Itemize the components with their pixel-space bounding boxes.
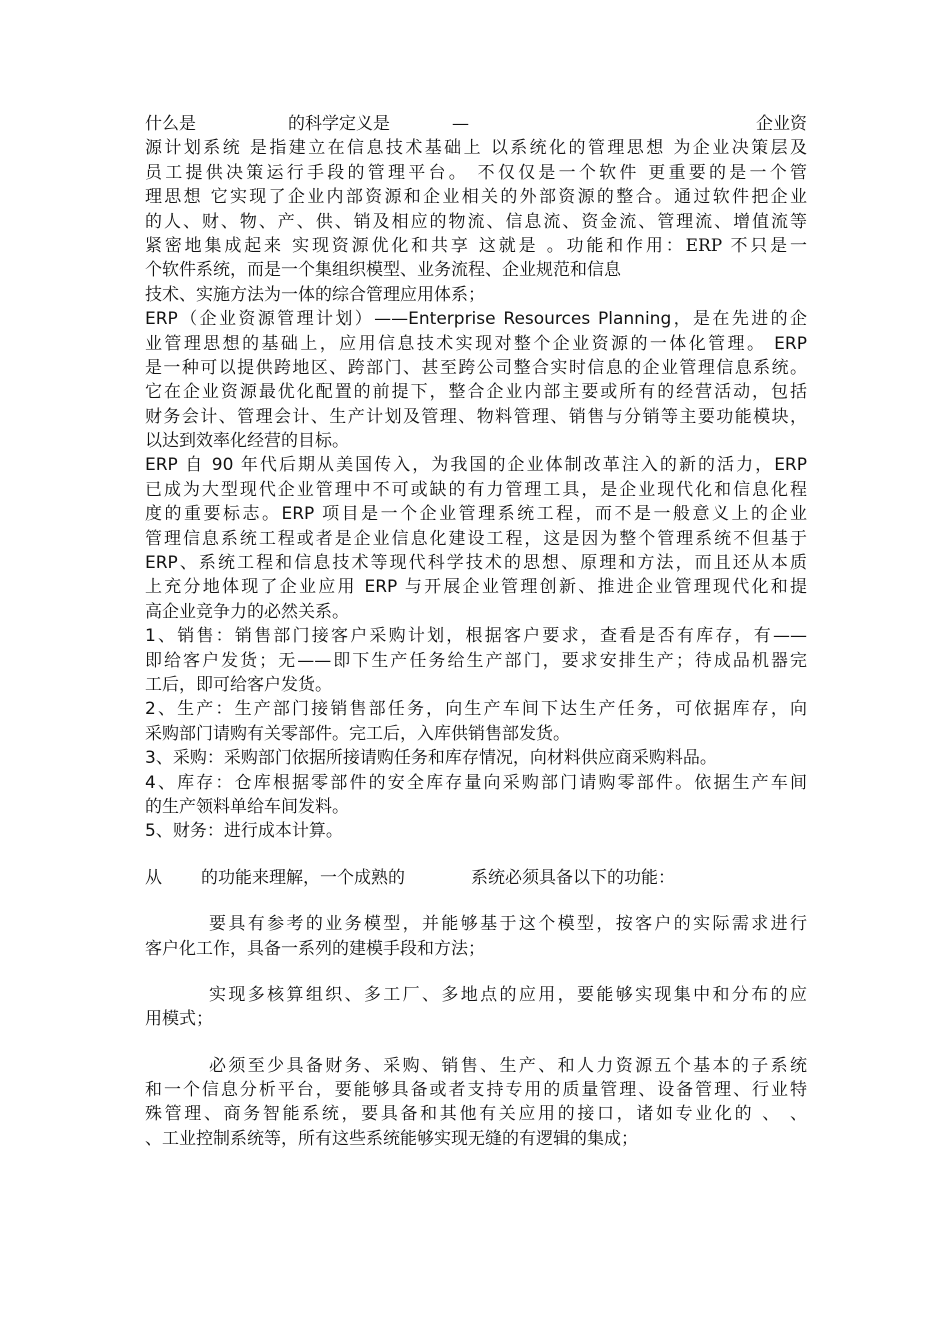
text-line: 管理信息系统工程或者是企业信息化建设工程，这是因为整个管理系统不但基于 — [145, 528, 807, 549]
text-line: 上充分地体现了企业应用 ERP 与开展企业管理创新、推进企业管理现代化和提 — [145, 577, 807, 598]
list-item: 3、采购：采购部门依据所接请购任务和库存情况，向材料供应商采购料品。 — [145, 748, 717, 769]
function-intro — [145, 866, 807, 890]
text-line: ERP、系统工程和信息技术等现代科学技术的思想、原理和方法，而且还从本质 — [145, 553, 807, 574]
text-line — [145, 112, 807, 136]
text-line: 客户化工作，具备一系列的建模手段和方法； — [145, 938, 485, 959]
function-item-2 — [145, 983, 807, 1032]
spacer — [145, 890, 807, 912]
text-line: 实现多核算组织、多工厂、多地点的应用，要能够实现集中和分布的应 — [209, 984, 807, 1005]
list-item: 1、销售：销售部门接客户采购计划，根据客户要求，查看是否有库存，有—— — [145, 626, 807, 647]
text-line: 员工提供决策运行手段的管理平台。 不仅仅是一个软件 更重要的是一个管 — [145, 162, 807, 183]
spacer — [145, 961, 807, 983]
list-item: 采购部门请购有关零部件。完工后，入库供销售部发货。 — [145, 723, 570, 744]
document-body — [145, 112, 807, 1151]
text-line: 源计划系统 是指建立在信息技术基础上 以系统化的管理思想 为企业决策层及 — [145, 138, 807, 159]
text-line: 技术、实施方法为一体的综合管理应用体系； — [145, 284, 485, 305]
list-item: 2、生产：生产部门接销售部任务，向生产车间下达生产任务，可依据库存，向 — [145, 699, 807, 720]
text-fragment: 系统必须具备以下的功能： — [471, 867, 675, 888]
function-section — [145, 866, 807, 1152]
text-line: 度的重要标志。ERP 项目是一个企业管理系统工程，而不是一般意义上的企业 — [145, 504, 807, 525]
text-line: 已成为大型现代企业管理中不可或缺的有力管理工具，是企业现代化和信息化程 — [145, 479, 807, 500]
text-line: 以达到效率化经营的目标。 — [145, 431, 349, 452]
text-fragment: 的科学定义是 — [288, 114, 390, 134]
text-line: 和一个信息分析平台，要能够具备或者支持专用的质量管理、设备管理、行业特 — [145, 1080, 807, 1101]
function-item-1 — [145, 912, 807, 961]
text-line: 殊管理、商务智能系统，要具备和其他有关应用的接口，诸如专业化的 、 、 — [145, 1104, 807, 1125]
text-line: 高企业竞争力的必然关系。 — [145, 601, 349, 622]
text-fragment: 企业资 — [756, 114, 807, 134]
spacer — [145, 844, 807, 866]
list-item: 即给客户发货；无——即下生产任务给生产部门，要求安排生产；待成品机器完 — [145, 650, 807, 671]
text-line: 、工业控制系统等，所有这些系统能够实现无缝的有逻辑的集成； — [145, 1128, 638, 1149]
list-item: 的生产领料单给车间发料。 — [145, 796, 349, 817]
text-line: 紧密地集成起来 实现资源优化和共享 这就是 。功能和作用：ERP 不只是一 — [145, 235, 807, 256]
text-line: 要具有参考的业务模型，并能够基于这个模型，按客户的实际需求进行 — [209, 914, 807, 935]
text-line: 理思想 它实现了企业内部资源和企业相关的外部资源的整合。通过软件把企业 — [145, 187, 807, 208]
paragraph-erp-definition — [145, 112, 807, 307]
text-line: ERP 自 90 年代后期从美国传入，为我国的企业体制改革注入的新的活力，ERP — [145, 455, 807, 476]
text-line: 必须至少具备财务、采购、销售、生产、和人力资源五个基本的子系统 — [209, 1055, 807, 1076]
text-line: 个软件系统，而是一个集组织模型、业务流程、企业规范和信息 — [145, 260, 621, 281]
text-fragment: 什么是 — [145, 114, 196, 134]
text-line: 业管理思想的基础上，应用信息技术实现对整个企业资源的一体化管理。 ERP — [145, 333, 807, 354]
process-list — [145, 624, 807, 844]
text-line: ERP（企业资源管理计划）——Enterprise Resources Planning，是在先进的企 — [145, 309, 807, 330]
function-item-3 — [145, 1054, 807, 1152]
list-item: 5、财务：进行成本计算。 — [145, 821, 343, 842]
text-fragment: — — [452, 114, 469, 134]
paragraph-erp-overview — [145, 307, 807, 453]
text-line: 它在企业资源最优化配置的前提下，整合企业内部主要或所有的经营活动，包括 — [145, 382, 807, 403]
text-line: 用模式； — [145, 1009, 213, 1030]
text-fragment: 的功能来理解，一个成熟的 — [201, 867, 405, 888]
text-fragment: 从 — [145, 867, 162, 888]
paragraph-erp-history — [145, 453, 807, 624]
list-item: 4、库存：仓库根据零部件的安全库存量向采购部门请购零部件。依据生产车间 — [145, 772, 807, 793]
spacer — [145, 1032, 807, 1054]
text-line: 的人、财、物、产、供、销及相应的物流、信息流、资金流、管理流、增值流等 — [145, 211, 807, 232]
list-item: 工后，即可给客户发货。 — [145, 674, 332, 695]
text-line: 是一种可以提供跨地区、跨部门、甚至跨公司整合实时信息的企业管理信息系统。 — [145, 357, 807, 378]
text-line: 财务会计、管理会计、生产计划及管理、物料管理、销售与分销等主要功能模块， — [145, 406, 807, 427]
